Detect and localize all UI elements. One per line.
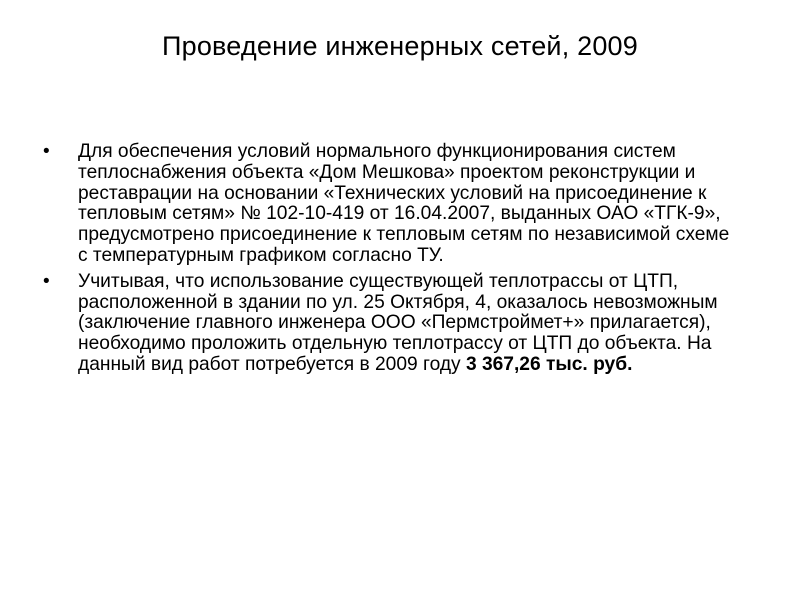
bullet-item-heating-main-cost	[42, 272, 732, 376]
slide-title: Проведение инженерных сетей, 2009	[162, 31, 638, 61]
bullet-item-connection-conditions	[42, 142, 732, 267]
bullet-text: Учитывая, что использование существующей теплотрассы от ЦТП, расположенной в здании по ул. 25 Октября, 4, оказалось невозможным (заключение главного инженера ООО «Пермстроймет+» прилагается), необходимо проложить отдельную теплотрассу от ЦТП до объекта. На данный вид работ потребуется в 2009 году	[78, 270, 718, 375]
bullet-icon: •	[43, 141, 50, 162]
bullet-text: Для обеспечения условий нормального функционирования систем теплоснабжения объекта «Дом Мешкова» проектом реконструкции и реставрации на основании «Технических условий на присоединение к тепловым сетям» № 102-10-419 от 16.04.2007, выданных ОАО «ТГК-9», предусмотрено присоединение к тепловым сетям по независимой схеме с температурным графиком согласно ТУ.	[78, 141, 730, 266]
bullet-icon: •	[43, 270, 50, 292]
bullet-list	[42, 142, 732, 381]
cost-amount: 3 367,26 тыс. руб.	[465, 353, 633, 375]
